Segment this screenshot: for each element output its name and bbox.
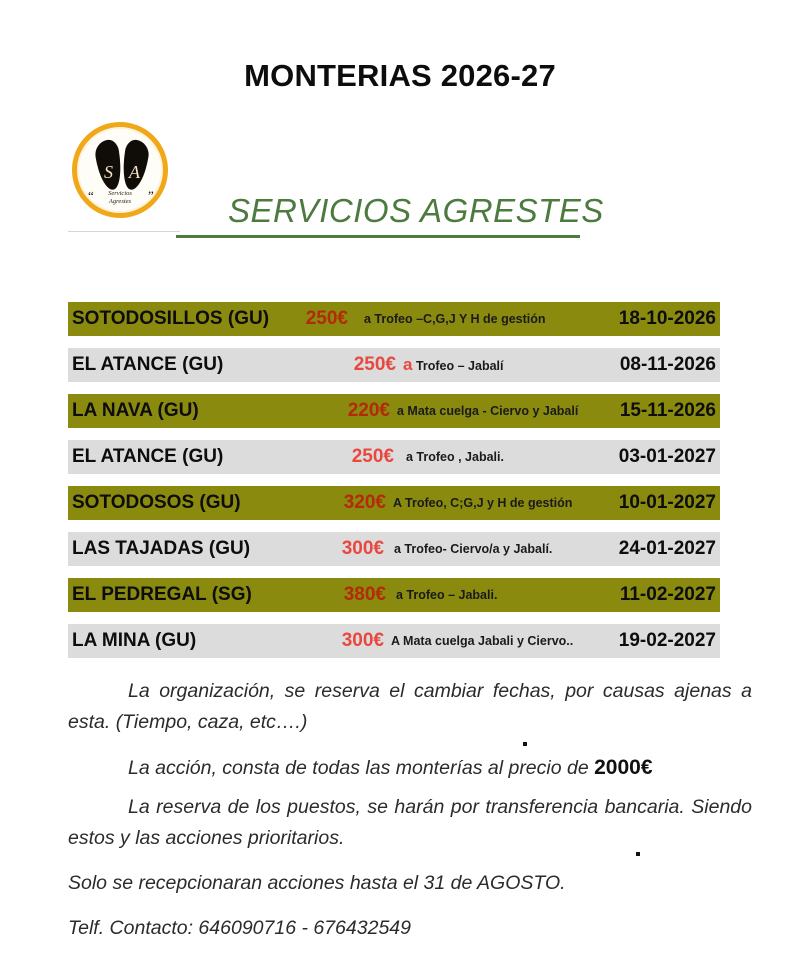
cell-description-lead: a — [403, 355, 413, 374]
cell-description: a Trofeo , Jabali. — [406, 450, 504, 464]
cell-date: 11-02-2027 — [619, 584, 716, 605]
cell-description-text: Trofeo – Jabalí — [415, 359, 504, 373]
cell-place: LA MINA (GU) — [72, 630, 197, 651]
note-paragraph-deadline: Solo se recepcionaran acciones hasta el 31 de AGOSTO. — [68, 872, 566, 894]
cell-price: 300€ — [341, 630, 384, 651]
logo-script-line1: Servicios — [108, 190, 132, 197]
cell-place: EL ATANCE (GU) — [72, 446, 224, 467]
logo-divider — [68, 231, 180, 232]
cell-date: 19-02-2027 — [618, 630, 716, 651]
cell-place: EL PEDREGAL (SG) — [72, 584, 252, 605]
table-row — [68, 486, 720, 520]
cell-place: SOTODOSILLOS (GU) — [72, 308, 270, 329]
logo-script-text — [68, 190, 172, 206]
cell-description: a Mata cuelga - Ciervo y Jabalí — [397, 404, 579, 418]
stray-dot-mark — [636, 852, 640, 856]
logo-script-line2: Agrestes — [108, 198, 132, 205]
company-name-heading: SERVICIOS AGRESTES — [228, 192, 604, 229]
contact-line: Telf. Contacto: 646090716 - 676432549 — [68, 917, 411, 939]
stray-dot-mark — [523, 742, 527, 746]
table-row — [68, 394, 720, 428]
cell-description: a Trofeo –C,G,J Y H de gestión — [364, 312, 546, 326]
cell-date: 10-01-2027 — [618, 492, 716, 513]
cell-date: 03-01-2027 — [618, 446, 716, 467]
cell-description: a Trofeo- Ciervo/a y Jabalí. — [394, 542, 553, 556]
notes-section — [68, 676, 752, 958]
cell-price: 250€ — [353, 354, 396, 375]
logo-letter-a: A — [129, 162, 140, 182]
cell-price: 300€ — [341, 538, 384, 559]
company-logo — [68, 118, 180, 230]
cell-price: 320€ — [343, 492, 386, 513]
logo-letter-s: S — [104, 162, 113, 182]
note-paragraph-reservation: La reserva de los puestos, se harán por transferencia bancaria. Siendo estos y las acciones prioritarios. — [68, 796, 752, 849]
cell-place: SOTODOSOS (GU) — [72, 492, 241, 513]
cell-description — [396, 355, 588, 375]
cell-place: LAS TAJADAS (GU) — [72, 538, 251, 559]
cell-date: 08-11-2026 — [619, 354, 716, 375]
table-row — [68, 578, 720, 612]
cell-description: a Trofeo – Jabali. — [396, 588, 498, 602]
cell-price: 250€ — [351, 446, 394, 467]
page-title: MONTERIAS 2026-27 — [244, 58, 556, 93]
cell-description: A Trofeo, C;G,J y H de gestión — [393, 496, 573, 510]
cell-date: 15-11-2026 — [619, 400, 716, 421]
subtitle-underline-rule — [176, 235, 580, 238]
logo-quote-left-icon: “ — [88, 188, 94, 203]
note-paragraph-dates: La organización, se reserva el cambiar fechas, por causas ajenas a esta. (Tiempo, caza, etc….) — [68, 680, 752, 733]
cell-place: EL ATANCE (GU) — [72, 354, 224, 375]
cell-price: 250€ — [305, 308, 348, 329]
cell-price: 380€ — [343, 584, 386, 605]
note-paragraph-price — [68, 752, 752, 784]
cell-date: 18-10-2026 — [618, 308, 716, 329]
hunt-schedule-table — [68, 302, 720, 670]
cell-date: 24-01-2027 — [618, 538, 716, 559]
cell-place: LA NAVA (GU) — [72, 400, 199, 421]
table-row — [68, 532, 720, 566]
table-row — [68, 348, 720, 382]
cell-description: A Mata cuelga Jabali y Ciervo.. — [391, 634, 574, 648]
table-row — [68, 302, 720, 336]
cell-price: 220€ — [347, 400, 390, 421]
note-price-text: La acción, consta de todas las monterías al precio de — [128, 757, 595, 779]
note-price-amount: 2000€ — [594, 756, 653, 779]
logo-quote-right-icon: ” — [148, 188, 154, 203]
table-row — [68, 440, 720, 474]
table-row — [68, 624, 720, 658]
